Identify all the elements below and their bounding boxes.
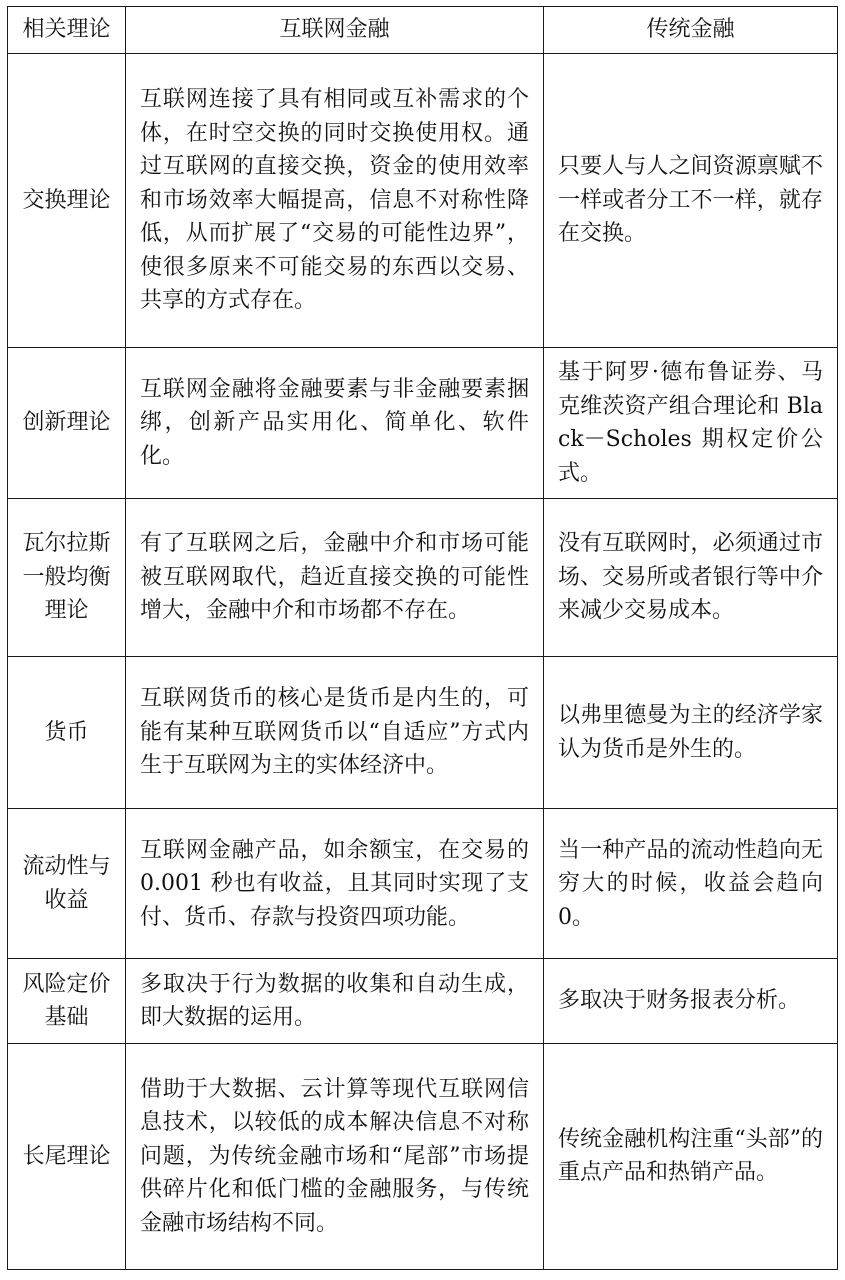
- table-header: [8, 7, 838, 54]
- table-row: [8, 959, 838, 1043]
- theory-cell: 流动性与收益: [8, 809, 126, 959]
- theory-cell: 长尾理论: [8, 1043, 126, 1269]
- theory-cell: 创新理论: [8, 348, 126, 498]
- table-row: [8, 656, 838, 808]
- internet-finance-cell: 互联网连接了具有相同或互补需求的个体，在时空交换的同时交换使用权。通过互联网的直接交换，资金的使用效率和市场效率大幅提高，信息不对称性降低，从而扩展了“交易的可能性边界”，使很多原来不可能交易的东西以交易、共享的方式存在。: [126, 54, 544, 348]
- table-row: [8, 809, 838, 959]
- table-row: [8, 1043, 838, 1269]
- header-traditional-finance: 传统金融: [544, 7, 838, 54]
- table-body: [8, 54, 838, 1270]
- traditional-finance-cell: 多取决于财务报表分析。: [544, 959, 838, 1043]
- table-row: [8, 498, 838, 656]
- internet-finance-cell: 借助于大数据、云计算等现代互联网信息技术，以较低的成本解决信息不对称问题，为传统金融市场和“尾部”市场提供碎片化和低门槛的金融服务，与传统金融市场结构不同。: [126, 1043, 544, 1269]
- comparison-table: [7, 6, 838, 1270]
- table-row: [8, 348, 838, 498]
- theory-cell: 风险定价基础: [8, 959, 126, 1043]
- table-row: [8, 54, 838, 348]
- header-internet-finance: 互联网金融: [126, 7, 544, 54]
- traditional-finance-cell: 只要人与人之间资源禀赋不一样或者分工不一样，就存在交换。: [544, 54, 838, 348]
- traditional-finance-cell: 基于阿罗·德布鲁证券、马克维茨资产组合理论和 Black－Scholes 期权定价公式。: [544, 348, 838, 498]
- traditional-finance-cell: 当一种产品的流动性趋向无穷大的时候，收益会趋向 0。: [544, 809, 838, 959]
- header-row: [8, 7, 838, 54]
- internet-finance-cell: 互联网金融产品，如余额宝，在交易的 0.001 秒也有收益，且其同时实现了支付、货币、存款与投资四项功能。: [126, 809, 544, 959]
- traditional-finance-cell: 传统金融机构注重“头部”的重点产品和热销产品。: [544, 1043, 838, 1269]
- internet-finance-cell: 有了互联网之后，金融中介和市场可能被互联网取代，趋近直接交换的可能性增大，金融中介和市场都不存在。: [126, 498, 544, 656]
- theory-cell: 交换理论: [8, 54, 126, 348]
- internet-finance-cell: 互联网货币的核心是货币是内生的，可能有某种互联网货币以“自适应”方式内生于互联网为主的实体经济中。: [126, 656, 544, 808]
- internet-finance-cell: 互联网金融将金融要素与非金融要素捆绑，创新产品实用化、简单化、软件化。: [126, 348, 544, 498]
- theory-cell: 货币: [8, 656, 126, 808]
- theory-cell: 瓦尔拉斯一般均衡理论: [8, 498, 126, 656]
- traditional-finance-cell: 以弗里德曼为主的经济学家认为货币是外生的。: [544, 656, 838, 808]
- traditional-finance-cell: 没有互联网时，必须通过市场、交易所或者银行等中介来减少交易成本。: [544, 498, 838, 656]
- header-theory: 相关理论: [8, 7, 126, 54]
- internet-finance-cell: 多取决于行为数据的收集和自动生成，即大数据的运用。: [126, 959, 544, 1043]
